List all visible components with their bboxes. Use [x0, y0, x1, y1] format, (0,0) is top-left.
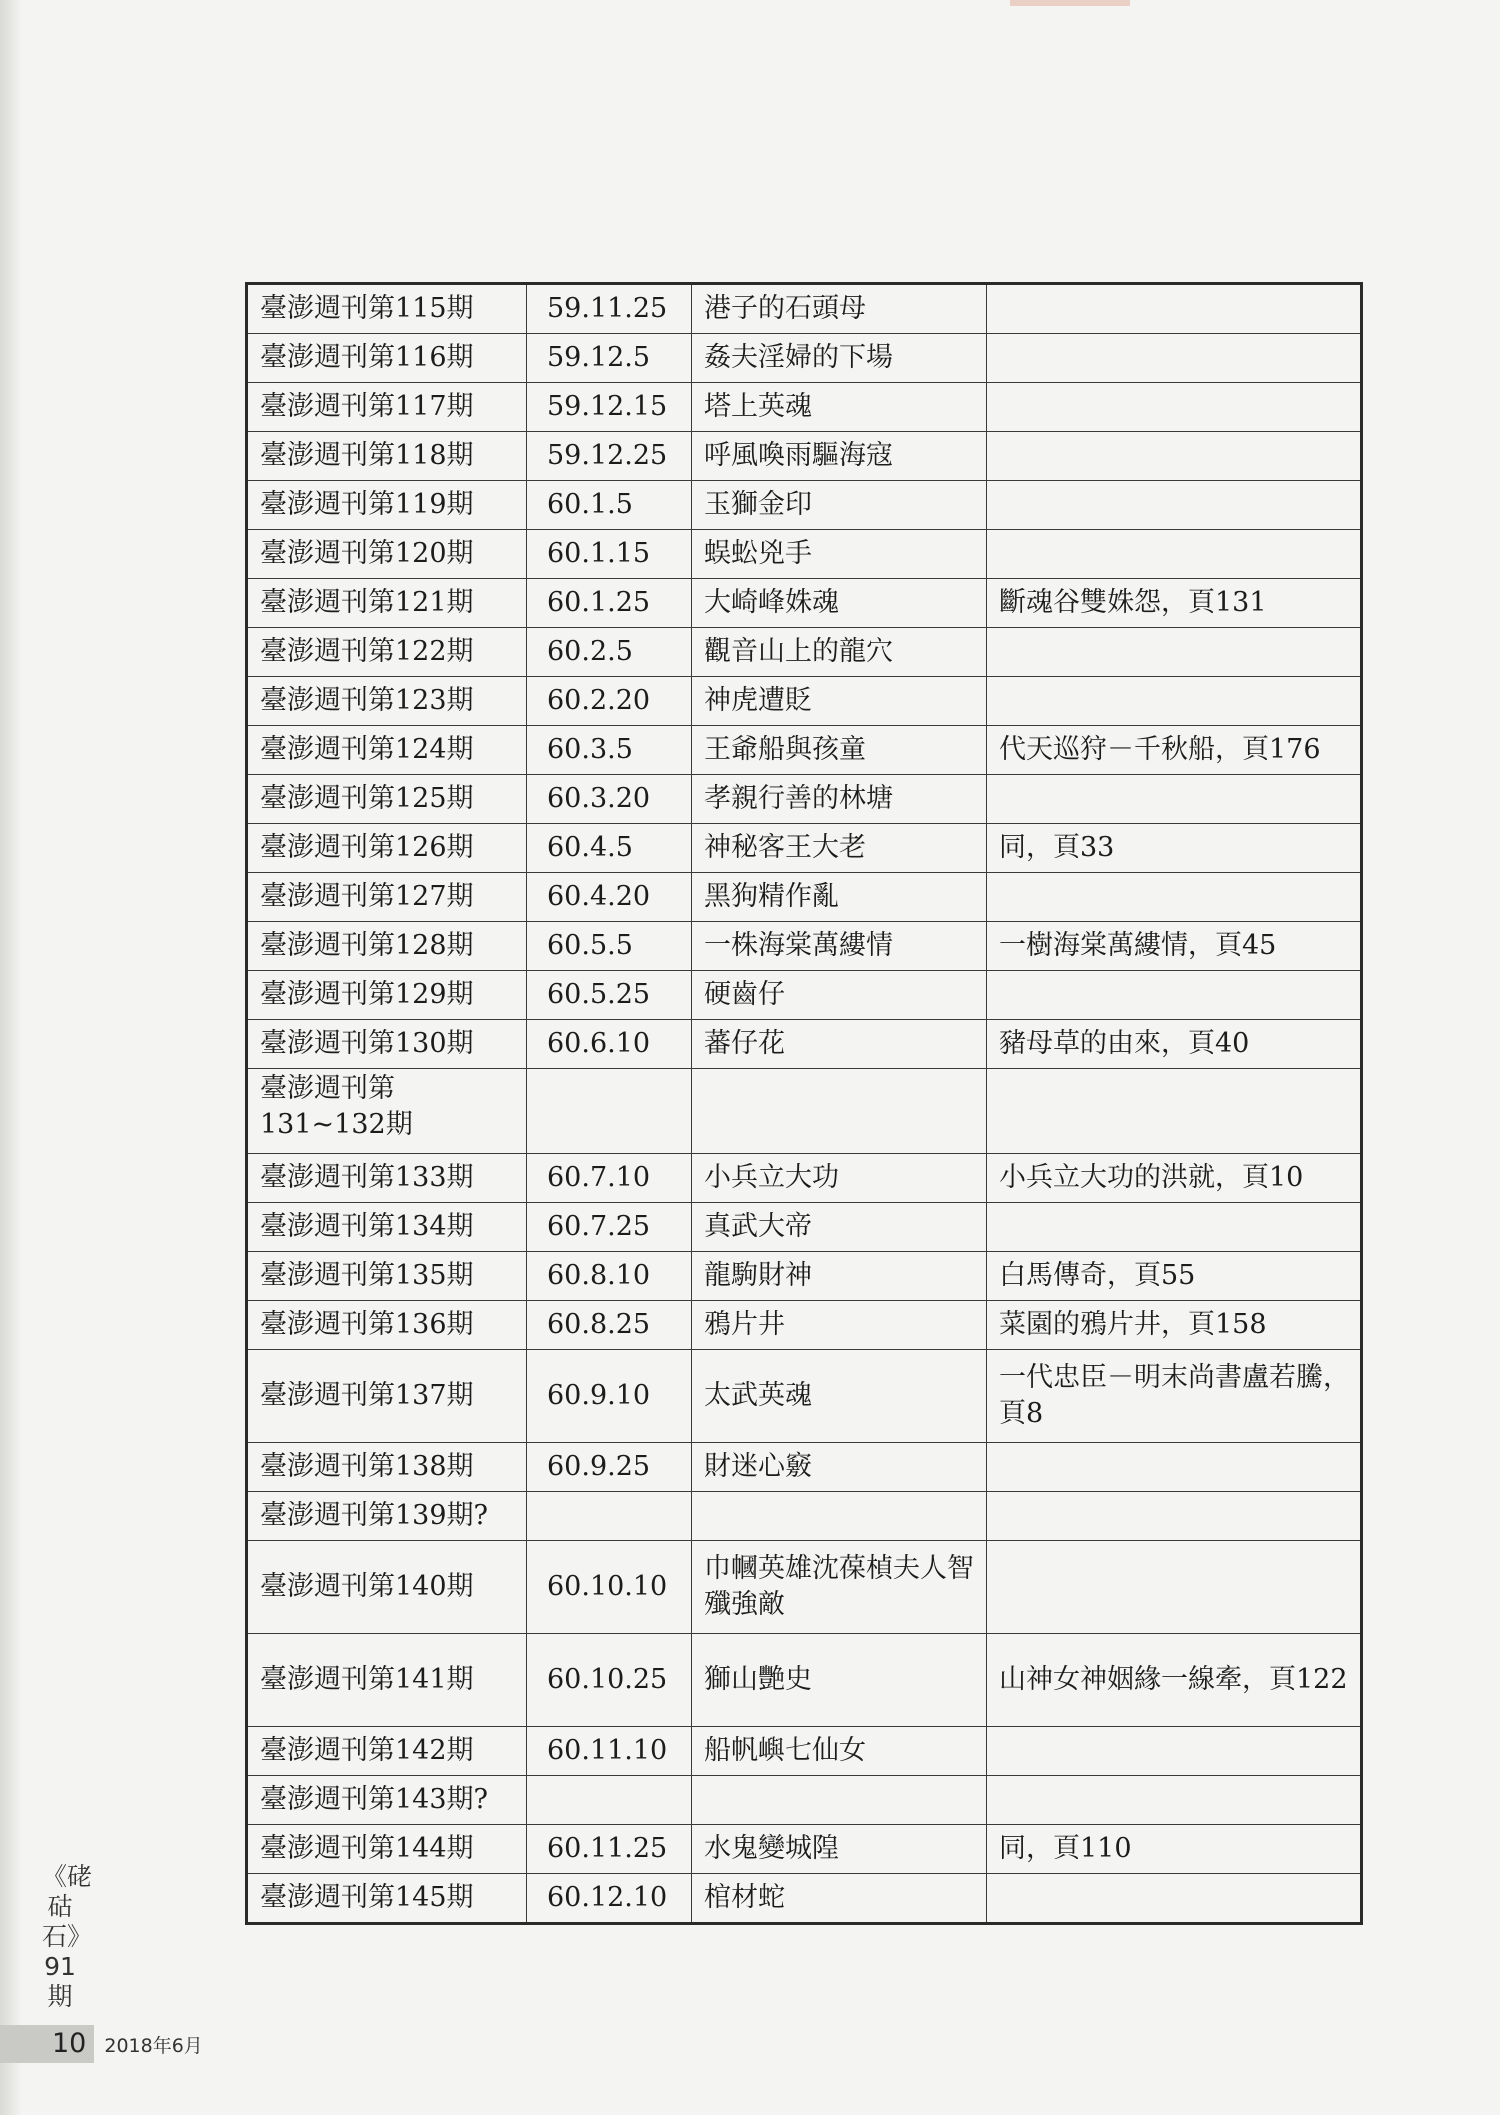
issue-cell: 臺澎週刊第144期 [247, 1825, 527, 1874]
table-row [247, 1825, 1362, 1874]
date-cell: 59.12.5 [527, 334, 692, 383]
note-cell [987, 1541, 1362, 1634]
date-cell: 60.2.20 [527, 677, 692, 726]
issue-cell: 臺澎週刊第142期 [247, 1727, 527, 1776]
title-cell: 鴉片井 [692, 1301, 987, 1350]
date-cell: 60.12.10 [527, 1874, 692, 1924]
title-cell: 孝親行善的林塘 [692, 775, 987, 824]
note-cell [987, 481, 1362, 530]
title-cell: 黑狗精作亂 [692, 873, 987, 922]
issue-cell: 臺澎週刊第138期 [247, 1443, 527, 1492]
note-cell [987, 1874, 1362, 1924]
date-cell: 60.5.5 [527, 922, 692, 971]
table-row [247, 1069, 1362, 1154]
note-cell: 白馬傳奇，頁55 [987, 1252, 1362, 1301]
issue-date: 2018年6月 [104, 2034, 203, 2057]
table-row [247, 383, 1362, 432]
title-cell: 王爺船與孩童 [692, 726, 987, 775]
table-row [247, 530, 1362, 579]
date-cell: 60.11.25 [527, 1825, 692, 1874]
title-cell: 蕃仔花 [692, 1020, 987, 1069]
title-cell [692, 1776, 987, 1825]
title-cell: 蜈蚣兇手 [692, 530, 987, 579]
note-cell [987, 284, 1362, 334]
note-cell [987, 1443, 1362, 1492]
note-cell: 同，頁33 [987, 824, 1362, 873]
date-cell: 59.11.25 [527, 284, 692, 334]
note-cell [987, 432, 1362, 481]
date-cell: 60.9.10 [527, 1350, 692, 1443]
issue-cell: 臺澎週刊第129期 [247, 971, 527, 1020]
title-cell: 財迷心竅 [692, 1443, 987, 1492]
table-row [247, 1727, 1362, 1776]
table-row [247, 481, 1362, 530]
table-row [247, 1350, 1362, 1443]
issue-cell: 臺澎週刊第143期? [247, 1776, 527, 1825]
title-cell: 龍駒財神 [692, 1252, 987, 1301]
issue-cell: 臺澎週刊第130期 [247, 1020, 527, 1069]
issue-table-body [247, 284, 1362, 1924]
date-cell: 60.5.25 [527, 971, 692, 1020]
table-row [247, 1776, 1362, 1825]
table-row [247, 922, 1362, 971]
title-cell: 神秘客王大老 [692, 824, 987, 873]
issue-cell: 臺澎週刊第128期 [247, 922, 527, 971]
page-gutter-shadow [0, 0, 22, 2115]
issue-cell: 臺澎週刊第140期 [247, 1541, 527, 1634]
note-cell [987, 677, 1362, 726]
date-cell: 59.12.25 [527, 432, 692, 481]
top-edge-mark [1010, 0, 1130, 6]
table-row [247, 579, 1362, 628]
title-cell: 小兵立大功 [692, 1154, 987, 1203]
table-row [247, 1634, 1362, 1727]
issue-cell: 臺澎週刊第137期 [247, 1350, 527, 1443]
title-cell: 真武大帝 [692, 1203, 987, 1252]
table-row [247, 1252, 1362, 1301]
note-cell [987, 775, 1362, 824]
date-cell [527, 1776, 692, 1825]
table-row [247, 1443, 1362, 1492]
table-row [247, 726, 1362, 775]
title-cell: 船帆嶼七仙女 [692, 1727, 987, 1776]
table-row [247, 677, 1362, 726]
note-cell: 斷魂谷雙姝怨，頁131 [987, 579, 1362, 628]
table-row [247, 775, 1362, 824]
note-cell [987, 530, 1362, 579]
issue-cell: 臺澎週刊第123期 [247, 677, 527, 726]
note-cell: 代天巡狩－千秋船，頁176 [987, 726, 1362, 775]
issue-cell: 臺澎週刊第117期 [247, 383, 527, 432]
title-cell: 棺材蛇 [692, 1874, 987, 1924]
date-cell: 60.1.5 [527, 481, 692, 530]
issue-table [245, 282, 1363, 1925]
date-cell: 59.12.15 [527, 383, 692, 432]
issue-cell: 臺澎週刊第124期 [247, 726, 527, 775]
issue-cell: 臺澎週刊第136期 [247, 1301, 527, 1350]
note-cell [987, 383, 1362, 432]
note-cell [987, 1727, 1362, 1776]
note-cell [987, 334, 1362, 383]
title-cell: 塔上英魂 [692, 383, 987, 432]
title-cell: 獅山艷史 [692, 1634, 987, 1727]
note-cell: 同，頁110 [987, 1825, 1362, 1874]
title-cell: 巾幗英雄沈葆楨夫人智殲強敵 [692, 1541, 987, 1634]
date-cell: 60.2.5 [527, 628, 692, 677]
table-row [247, 628, 1362, 677]
date-cell: 60.10.25 [527, 1634, 692, 1727]
note-cell [987, 1069, 1362, 1154]
issue-cell: 臺澎週刊第121期 [247, 579, 527, 628]
issue-cell: 臺澎週刊第133期 [247, 1154, 527, 1203]
note-cell: 菜園的鴉片井，頁158 [987, 1301, 1362, 1350]
page-number: 10 [0, 2025, 94, 2063]
note-cell [987, 873, 1362, 922]
issue-cell: 臺澎週刊第135期 [247, 1252, 527, 1301]
date-cell: 60.6.10 [527, 1020, 692, 1069]
table-row [247, 971, 1362, 1020]
table-row [247, 1492, 1362, 1541]
note-cell [987, 971, 1362, 1020]
date-cell: 60.7.10 [527, 1154, 692, 1203]
issue-cell: 臺澎週刊第120期 [247, 530, 527, 579]
issue-cell: 臺澎週刊第 131~132期 [247, 1069, 527, 1154]
title-cell: 呼風喚雨驅海寇 [692, 432, 987, 481]
title-cell: 大崎峰姝魂 [692, 579, 987, 628]
date-cell: 60.8.25 [527, 1301, 692, 1350]
title-cell: 神虎遭貶 [692, 677, 987, 726]
issue-cell: 臺澎週刊第139期? [247, 1492, 527, 1541]
date-cell: 60.4.5 [527, 824, 692, 873]
date-cell: 60.1.25 [527, 579, 692, 628]
table-row [247, 1301, 1362, 1350]
table-row [247, 1203, 1362, 1252]
issue-cell: 臺澎週刊第115期 [247, 284, 527, 334]
table-row [247, 284, 1362, 334]
date-cell: 60.1.15 [527, 530, 692, 579]
note-cell: 一代忠臣－明末尚書盧若騰，頁8 [987, 1350, 1362, 1443]
issue-cell: 臺澎週刊第127期 [247, 873, 527, 922]
issue-cell: 臺澎週刊第116期 [247, 334, 527, 383]
date-cell: 60.11.10 [527, 1727, 692, 1776]
date-cell: 60.3.20 [527, 775, 692, 824]
date-cell: 60.9.25 [527, 1443, 692, 1492]
note-cell [987, 628, 1362, 677]
note-cell [987, 1203, 1362, 1252]
date-cell: 60.3.5 [527, 726, 692, 775]
issue-cell: 臺澎週刊第126期 [247, 824, 527, 873]
date-cell: 60.8.10 [527, 1252, 692, 1301]
magazine-side-title: 《硓𥑮石》91期 [42, 1862, 93, 2011]
title-cell: 太武英魂 [692, 1350, 987, 1443]
table-row [247, 334, 1362, 383]
issue-cell: 臺澎週刊第118期 [247, 432, 527, 481]
issue-cell: 臺澎週刊第141期 [247, 1634, 527, 1727]
table-row [247, 1020, 1362, 1069]
note-cell [987, 1492, 1362, 1541]
title-cell: 水鬼變城隍 [692, 1825, 987, 1874]
note-cell: 小兵立大功的洪就，頁10 [987, 1154, 1362, 1203]
note-cell: 一樹海棠萬縷情，頁45 [987, 922, 1362, 971]
table-row [247, 873, 1362, 922]
date-cell: 60.10.10 [527, 1541, 692, 1634]
title-cell: 姦夫淫婦的下場 [692, 334, 987, 383]
title-cell: 一株海棠萬縷情 [692, 922, 987, 971]
issue-cell: 臺澎週刊第134期 [247, 1203, 527, 1252]
note-cell: 豬母草的由來，頁40 [987, 1020, 1362, 1069]
issue-cell: 臺澎週刊第125期 [247, 775, 527, 824]
date-cell [527, 1069, 692, 1154]
date-cell [527, 1492, 692, 1541]
date-cell: 60.7.25 [527, 1203, 692, 1252]
title-cell: 玉獅金印 [692, 481, 987, 530]
issue-cell: 臺澎週刊第145期 [247, 1874, 527, 1924]
title-cell [692, 1069, 987, 1154]
issue-cell: 臺澎週刊第119期 [247, 481, 527, 530]
title-cell: 觀音山上的龍穴 [692, 628, 987, 677]
table-row [247, 1154, 1362, 1203]
issue-cell: 臺澎週刊第122期 [247, 628, 527, 677]
date-cell: 60.4.20 [527, 873, 692, 922]
table-row [247, 432, 1362, 481]
title-cell [692, 1492, 987, 1541]
table-row [247, 1541, 1362, 1634]
title-cell: 港子的石頭母 [692, 284, 987, 334]
table-row [247, 1874, 1362, 1924]
note-cell: 山神女神姻緣一線牽，頁122 [987, 1634, 1362, 1727]
note-cell [987, 1776, 1362, 1825]
title-cell: 硬齒仔 [692, 971, 987, 1020]
table-row [247, 824, 1362, 873]
page-footer [0, 2024, 300, 2064]
